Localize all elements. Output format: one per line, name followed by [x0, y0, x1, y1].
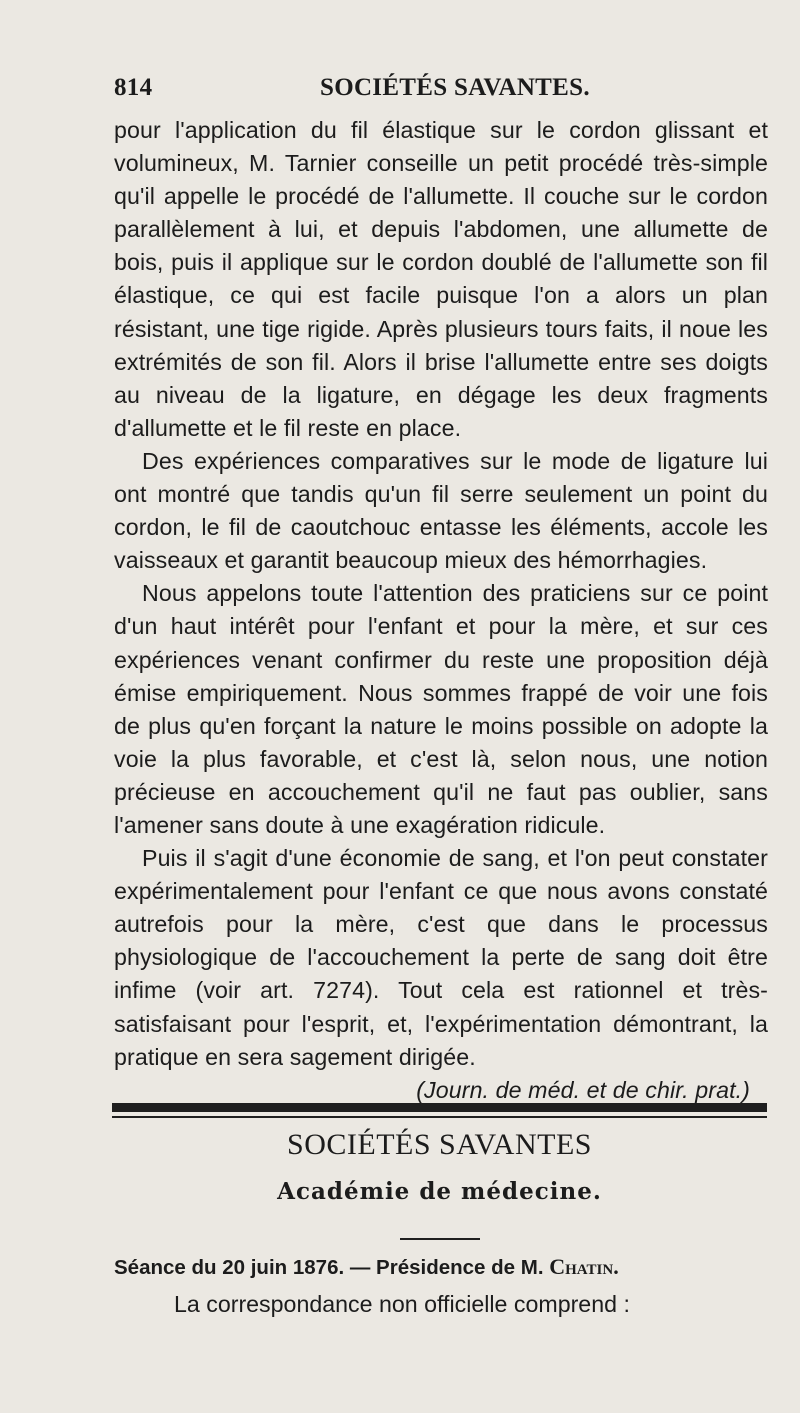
running-header — [114, 74, 764, 114]
running-title: SOCIÉTÉS SAVANTES. — [320, 74, 590, 101]
seance-text: Séance du 20 juin 1876. — Présidence de M. — [114, 1256, 544, 1279]
page-number: 814 — [114, 74, 153, 101]
section-divider-thick — [112, 1103, 767, 1112]
article-body — [114, 114, 768, 1107]
short-divider — [400, 1238, 480, 1240]
seance-line — [114, 1254, 768, 1280]
section-title: SOCIÉTÉS SAVANTES — [287, 1128, 592, 1161]
president-name: Chatin. — [549, 1254, 619, 1279]
section-divider-thin — [112, 1116, 767, 1118]
paragraph-2: Des expériences comparatives sur le mode de ligature lui ont montré que tandis qu'un fil serre seulement un point du cordon, le fil de caoutchouc entasse les éléments, accole les vaisseaux et garantit beaucoup mieux des hémorrhagies. — [114, 447, 768, 574]
academy-heading: Académie de médecine. — [277, 1178, 602, 1205]
paragraph-4: Puis il s'agit d'une économie de sang, et l'on peut constater expérimentalement pour l'enfant ce que nous avons constaté autrefois pour la mère, c'est que dans le processus physiologique de l'accouchement la perte de sang doit être infime (voir art. 7274). Tout cela est rationnel et très-satisfaisant pour l'esprit, et, l'expérimentation démontrant, la pratique en sera sagement dirigée. — [114, 845, 768, 1070]
paragraph-1: pour l'application du fil élastique sur le cordon glissant et volumineux, M. Tarnier conseille un petit procédé très-simple qu'il appelle le procédé de l'allumette. Il couche sur le cordon parallèlement à lui, et depuis l'abdomen, une allumette de bois, puis il applique sur le cordon doublé de l'allumette son fil élastique, ce qui est facile puisque l'on a alors un plan résistant, une tige rigide. Après plusieurs tours faits, il noue les extrémités de son fil. Alors il brise l'allumette entre ses doigts au niveau de la ligature, en dégage les deux fragments d'allumette et le fil reste en place. — [114, 117, 768, 441]
paragraph-3: Nous appelons toute l'attention des praticiens sur ce point d'un haut intérêt pour l'enfant et pour la mère, et sur ces expériences venant confirmer du reste une proposition déjà émise empiriquement. Nous sommes frappé de voir une fois de plus qu'en forçant la nature le moins possible on adopte la voie la plus favorable, et c'est là, selon nous, une notion précieuse en accouchement qu'il ne faut pas oublier, sans l'amener sans doute à une exagération ridicule. — [114, 580, 768, 838]
correspondance-line: La correspondance non officielle comprend : — [174, 1291, 630, 1317]
source-citation: (Journ. de méd. et de chir. prat.) — [416, 1076, 750, 1103]
